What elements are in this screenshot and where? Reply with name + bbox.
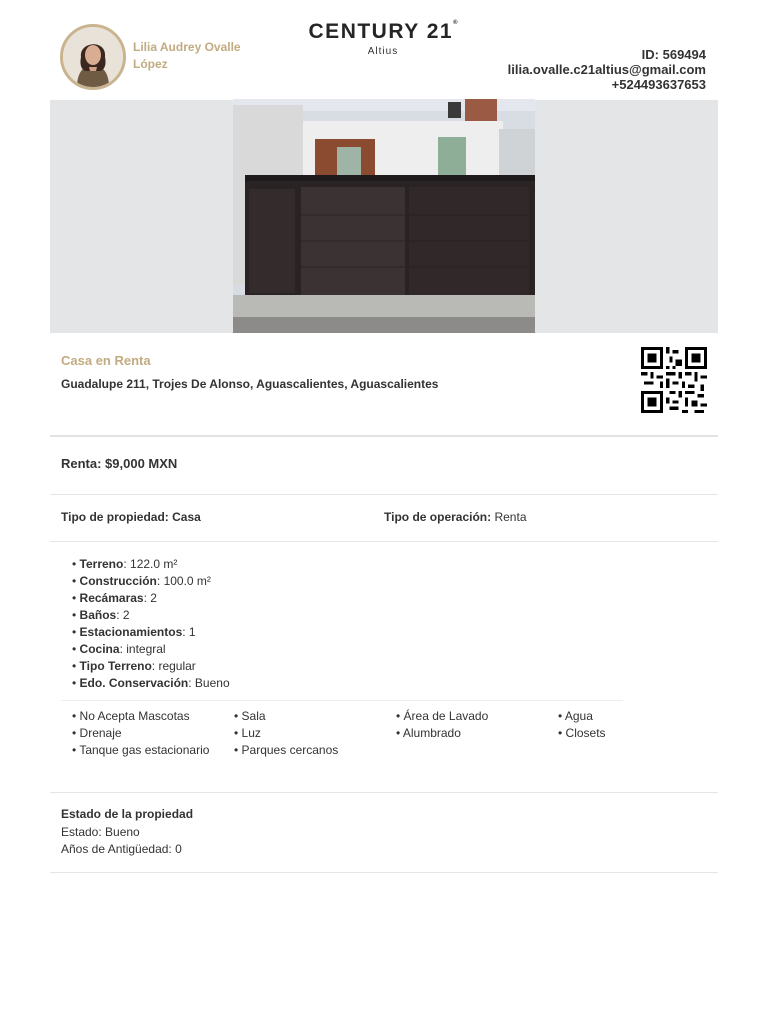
divider xyxy=(50,541,718,542)
operation-type: Tipo de operación: Renta xyxy=(384,510,527,524)
agent-name: Lilia Audrey Ovalle López xyxy=(133,40,241,71)
brand-title: CENTURY 21® xyxy=(308,20,458,43)
contact-email[interactable]: lilia.ovalle.c21altius@gmail.com xyxy=(507,62,706,77)
amenities-column xyxy=(72,708,234,759)
spec-item: • Tipo Terreno: regular xyxy=(72,659,196,673)
amenity-item: • Drenaje xyxy=(72,726,122,740)
amenity-item: • Closets xyxy=(558,726,606,740)
qr-code[interactable] xyxy=(641,347,707,413)
listing-title: Casa en Renta xyxy=(61,353,151,368)
spec-item: • Baños: 2 xyxy=(72,608,130,622)
spec-item: • Cocina: integral xyxy=(72,642,166,656)
divider xyxy=(50,494,718,495)
contact-phone[interactable]: +524493637653 xyxy=(611,77,706,92)
agent-avatar xyxy=(60,24,126,90)
brand-subtitle: Altius xyxy=(367,46,399,57)
amenity-item: • Alumbrado xyxy=(396,726,461,740)
divider xyxy=(61,700,623,701)
header xyxy=(0,0,768,100)
amenity-item: • Sala xyxy=(234,709,266,723)
contact-block xyxy=(508,47,706,92)
listing-price: Renta: $9,000 MXN xyxy=(61,456,178,471)
amenities-column xyxy=(396,708,558,759)
condition-heading: Estado de la propiedad xyxy=(61,807,194,821)
spec-item: • Recámaras: 2 xyxy=(72,591,157,605)
brand-logo xyxy=(300,20,466,57)
divider xyxy=(50,872,718,873)
amenity-item: • Luz xyxy=(234,726,261,740)
spec-item: • Terreno: 122.0 m² xyxy=(72,557,178,571)
spec-item: • Construcción: 100.0 m² xyxy=(72,574,211,588)
amenities-column xyxy=(558,708,642,759)
divider xyxy=(50,435,718,437)
amenity-item: • No Acepta Mascotas xyxy=(72,709,190,723)
property-photo xyxy=(233,99,535,333)
condition-section xyxy=(61,806,193,859)
amenity-item: • Área de Lavado xyxy=(396,709,489,723)
condition-age: Años de Antigüedad: 0 xyxy=(61,842,182,856)
divider xyxy=(50,792,718,793)
property-type: Tipo de propiedad: Casa xyxy=(61,510,201,524)
condition-state: Estado: Bueno xyxy=(61,824,140,839)
amenity-item: • Tanque gas estacionario xyxy=(72,743,210,757)
specs-list xyxy=(72,556,230,692)
amenity-item: • Parques cercanos xyxy=(234,743,339,757)
spec-item: • Edo. Conservación: Bueno xyxy=(72,676,230,690)
listing-id: ID: 569494 xyxy=(641,47,706,62)
listing-address: Guadalupe 211, Trojes De Alonso, Aguascalientes, Aguascalientes xyxy=(61,377,439,391)
amenities-grid xyxy=(72,708,642,759)
amenity-item: • Agua xyxy=(558,709,593,723)
spec-item: • Estacionamientos: 1 xyxy=(72,625,196,639)
amenities-column xyxy=(234,708,396,759)
